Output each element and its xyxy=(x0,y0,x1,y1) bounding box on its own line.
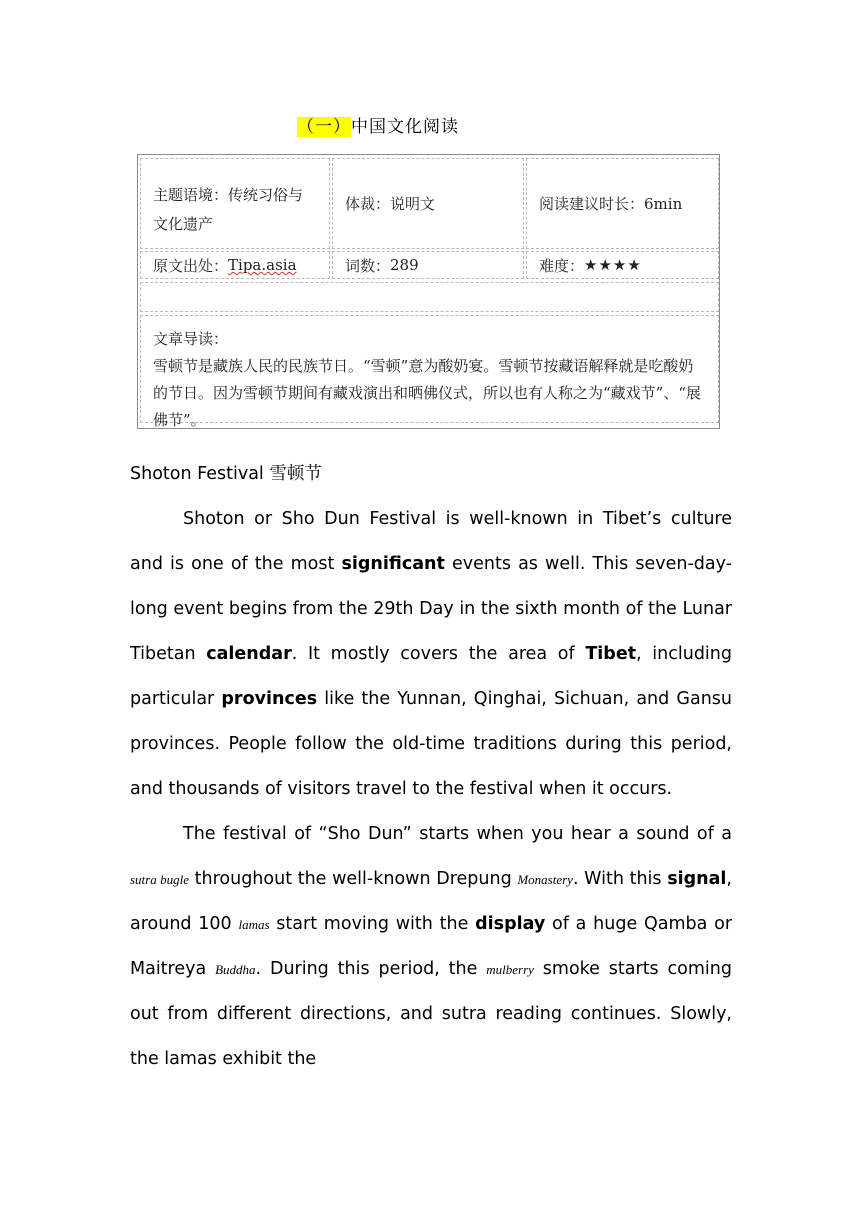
word-count-value: 289 xyxy=(390,256,419,274)
text-span: . It mostly covers the area of xyxy=(291,644,586,664)
section-title: 中国文化阅读 xyxy=(351,117,459,137)
keyword: Tibet xyxy=(585,644,637,664)
glossed-term: sutra bugle xyxy=(130,872,189,887)
section-heading xyxy=(297,115,459,139)
difficulty-cell xyxy=(526,251,719,279)
text-span: throughout the well-known Drepung xyxy=(188,869,518,889)
article-title: Shoton Festival 雪顿节 xyxy=(130,464,322,484)
guide-cell xyxy=(140,315,719,429)
paragraph-1 xyxy=(130,497,732,812)
text-span: . During this period, the xyxy=(255,959,487,979)
text-span: events as well. This seven-day-long event begins from the 29th Day in the sixth month of the Lunar Tibetan xyxy=(130,554,732,664)
keyword: provinces xyxy=(221,689,318,709)
keyword: significant xyxy=(341,554,445,574)
text-span: smoke starts coming out from different directions, and sutra reading continues. Slowly, the lamas exhibit the xyxy=(130,959,732,1069)
time-value: 6min xyxy=(644,194,683,213)
text-span: of a huge Qamba or Maitreya xyxy=(130,914,733,979)
text-span: . With this xyxy=(572,869,668,889)
genre-value: 说明文 xyxy=(390,195,436,213)
empty-row xyxy=(140,282,719,312)
glossed-term: lamas xyxy=(238,917,270,932)
source-label: 原文出处： xyxy=(153,256,229,275)
guide-text: 雪顿节是藏族人民的民族节日。“雪顿”意为酸奶宴。雪顿节按藏语解释就是吃酸奶的节日。因为雪顿节期间有藏戏演出和晒佛仪式，所以也有人称之为“藏戏节”、“展佛节”。 xyxy=(153,357,702,429)
difficulty-stars-icon: ★★★★ xyxy=(584,256,642,274)
source-value: Tipa.asia xyxy=(228,256,297,274)
text-span: The festival of “Sho Dun” starts when you hear a sound of a xyxy=(183,824,732,844)
keyword: display xyxy=(475,914,546,934)
glossed-term: Monastery xyxy=(517,872,573,887)
glossed-term: mulberry xyxy=(486,962,534,977)
keyword: signal xyxy=(667,869,727,889)
reading-info-table xyxy=(137,154,720,429)
keyword: calendar xyxy=(206,644,292,664)
difficulty-label: 难度： xyxy=(539,256,585,275)
paragraph-2 xyxy=(130,812,732,1082)
text-span: start moving with the xyxy=(269,914,476,934)
time-label: 阅读建议时长： xyxy=(539,195,645,213)
theme-value: 传统习俗与文化遗产 xyxy=(153,186,304,233)
word-count-label: 词数： xyxy=(345,256,391,275)
text-span: Shoton or Sho Dun Festival is well-known in Tibet’s culture and is one of the most xyxy=(130,509,732,574)
source-cell xyxy=(140,251,330,279)
section-number: （一） xyxy=(297,117,351,137)
article xyxy=(130,452,732,1082)
theme-cell xyxy=(140,158,330,249)
text-span: , including particular xyxy=(130,644,732,709)
genre-label: 体裁： xyxy=(345,195,391,213)
theme-label: 主题语境： xyxy=(153,186,229,204)
text-span: like the Yunnan, Qinghai, Sichuan, and Gansu provinces. People follow the old-time traditions during this period, and thousands of visitors travel to the festival when it occurs. xyxy=(130,689,732,799)
guide-label: 文章导读： xyxy=(153,330,229,348)
genre-cell xyxy=(332,158,524,249)
time-cell xyxy=(526,158,719,249)
text-span: , around 100 xyxy=(130,869,732,934)
glossed-term: Buddha xyxy=(215,962,256,977)
word-count-cell xyxy=(332,251,524,279)
